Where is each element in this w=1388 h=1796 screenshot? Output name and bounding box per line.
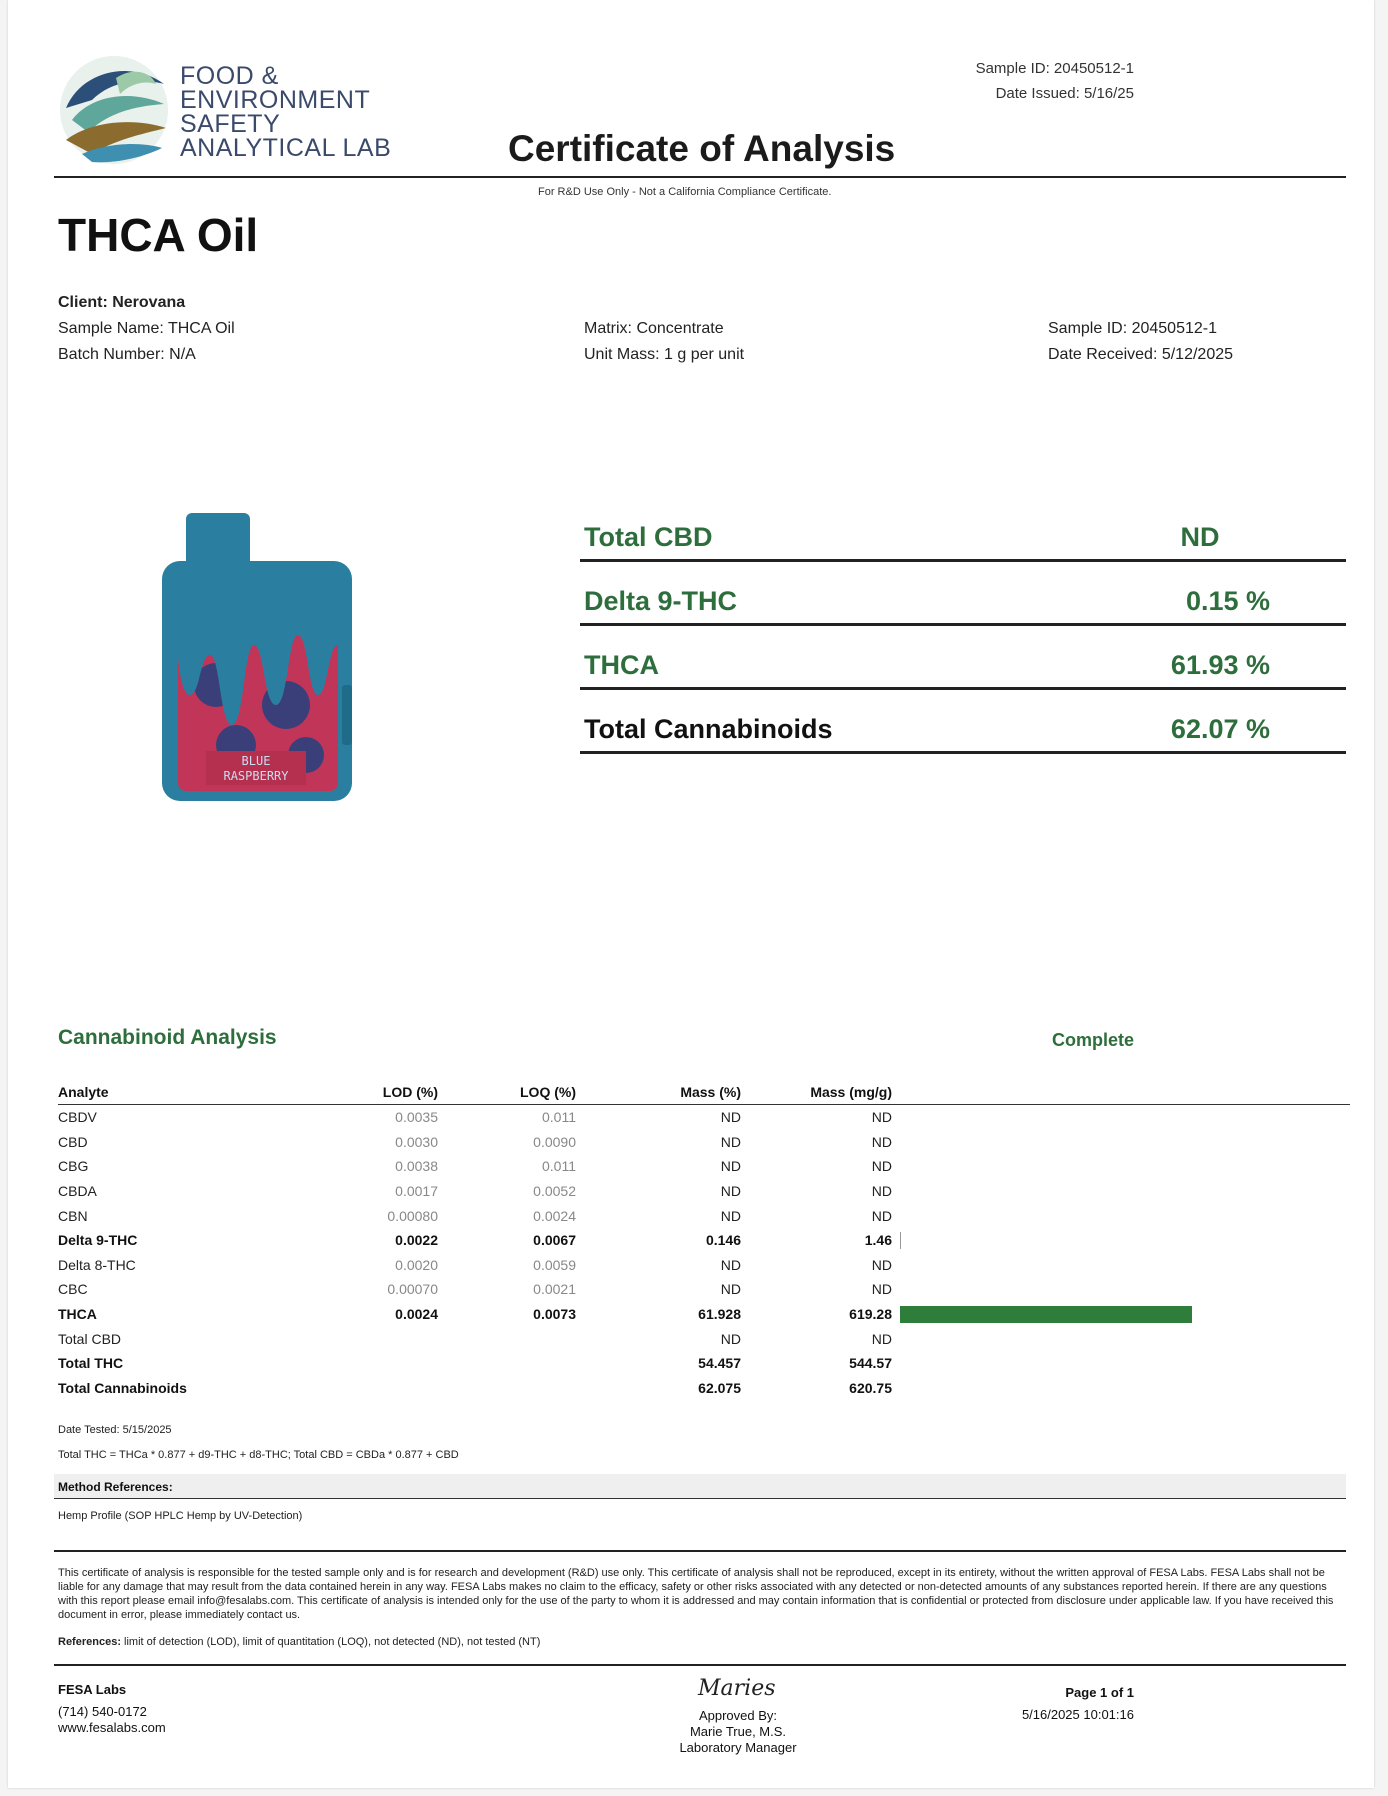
batch-number: Batch Number: N/A — [58, 346, 196, 363]
cell-mass-pct: ND — [720, 1330, 741, 1347]
cell-loq: 0.0073 — [533, 1306, 576, 1323]
table-body — [58, 1105, 1350, 1401]
cell-bar — [892, 1154, 1350, 1179]
cell-bar — [892, 1277, 1350, 1302]
cell-mass-mg: 619.28 — [849, 1306, 892, 1323]
table-row — [58, 1105, 1350, 1130]
cell-mass-pct: ND — [720, 1207, 741, 1224]
cell-bar — [892, 1179, 1350, 1204]
cell-lod: 0.0022 — [395, 1232, 438, 1249]
unit-mass: Unit Mass: 1 g per unit — [584, 346, 745, 363]
cell-mass-mg: 544.57 — [849, 1355, 892, 1372]
table-row — [58, 1154, 1350, 1179]
summary-row-thca — [580, 625, 1346, 690]
matrix-info — [584, 316, 744, 368]
method-text: Hemp Profile (SOP HPLC Hemp by UV-Detection) — [58, 1510, 303, 1522]
header-meta — [976, 56, 1134, 106]
sample-info — [1048, 316, 1233, 368]
cell-mass-mg: ND — [871, 1109, 892, 1126]
cell-lod — [358, 1351, 438, 1376]
table-row — [58, 1203, 1350, 1228]
footer-page-info — [1022, 1682, 1134, 1726]
cell-mass-mg: ND — [871, 1158, 892, 1175]
cell-mass-mg: ND — [871, 1330, 892, 1347]
cell-bar — [892, 1253, 1350, 1278]
cell-bar — [892, 1376, 1350, 1401]
summary-row-total-cbd — [580, 497, 1346, 562]
sample-id: Sample ID: 20450512-1 — [1048, 320, 1217, 337]
disclaimer: This certificate of analysis is responsible for the tested sample only and is for research and development (R&D) use only. This certificate of analysis shall not be reproduced, except in its entirety, without the written approval of FESA Labs. FESA Labs shall not be liable for any damage that may result from the data contained herein in any way. FESA Labs makes no claim to the efficacy, safety or other risks associated with any detected or non-detected amounts of any substances reported herein. If there are any questions with this report please email info@fesalabs.com. This certificate of analysis is intended only for the use of the party to whom it is addressed and may contain information that is confidential or protected from disclosure under applicable law. If you have received this document in error, please immediately contact us. — [58, 1567, 1334, 1621]
method-divider — [54, 1550, 1346, 1552]
cell-bar — [892, 1130, 1350, 1155]
cell-mass-mg: 620.75 — [849, 1379, 892, 1396]
approver-signature: Maries — [698, 1676, 776, 1701]
cell-loq — [438, 1376, 576, 1401]
approval-block — [668, 1708, 808, 1756]
col-mass-pct: Mass (%) — [576, 1082, 741, 1105]
cell-lod: 0.0020 — [395, 1256, 438, 1273]
cell-mass-pct: 62.075 — [698, 1379, 741, 1396]
summary-row-total-cannabinoids — [580, 689, 1346, 754]
cell-bar — [892, 1105, 1350, 1130]
formula-note: Total THC = THCa * 0.877 + d9-THC + d8-THC; Total CBD = CBDa * 0.877 + CBD — [58, 1449, 459, 1461]
header-date-issued: Date Issued: 5/16/25 — [995, 85, 1134, 102]
cell-lod: 0.00080 — [387, 1207, 438, 1224]
cell-lod: 0.0030 — [395, 1133, 438, 1150]
client-name: Client: Nerovana — [58, 294, 186, 311]
header-sample-id: Sample ID: 20450512-1 — [975, 60, 1134, 77]
mass-bar — [900, 1232, 901, 1249]
analysis-status: Complete — [1051, 1030, 1134, 1050]
logo-line: SAFETY — [180, 110, 281, 138]
summary-label: Total Cannabinoids — [584, 714, 833, 744]
analysis-title: Cannabinoid Analysis — [58, 1026, 277, 1049]
table-row — [58, 1376, 1350, 1401]
approver-title: Laboratory Manager — [679, 1740, 797, 1755]
table-row — [58, 1179, 1350, 1204]
company-website: www.fesalabs.com — [58, 1720, 166, 1735]
cell-mass-pct: ND — [720, 1256, 741, 1273]
lab-logo-icon — [52, 50, 176, 170]
document-title: Certificate of Analysis — [508, 128, 896, 169]
cell-mass-pct: 54.457 — [698, 1355, 741, 1372]
cell-analyte: Delta 8-THC — [58, 1256, 136, 1273]
cell-mass-pct: ND — [720, 1109, 741, 1126]
cell-analyte: Delta 9-THC — [58, 1232, 138, 1249]
cell-analyte: Total THC — [58, 1355, 124, 1372]
cell-analyte: Total Cannabinoids — [58, 1379, 187, 1396]
cell-loq: 0.0067 — [533, 1232, 576, 1249]
summary-value: 61.93 % — [1170, 650, 1270, 680]
cell-loq: 0.011 — [542, 1158, 576, 1175]
svg-text:BLUE: BLUE — [241, 754, 271, 768]
cell-mass-mg: ND — [871, 1256, 892, 1273]
compliance-note: For R&D Use Only - Not a California Compliance Certificate. — [538, 186, 832, 198]
logo-line: ENVIRONMENT — [180, 86, 371, 114]
cell-bar — [892, 1302, 1350, 1327]
cell-loq — [438, 1351, 576, 1376]
product-image — [156, 505, 356, 805]
cell-analyte: Total CBD — [58, 1330, 122, 1347]
company-phone: (714) 540-0172 — [58, 1704, 147, 1719]
client-info — [58, 290, 235, 368]
date-received: Date Received: 5/12/2025 — [1048, 346, 1234, 363]
vape-device-image — [156, 505, 356, 805]
cell-analyte: CBC — [58, 1281, 88, 1298]
cell-lod — [358, 1376, 438, 1401]
col-bar — [892, 1082, 1350, 1105]
table-row — [58, 1253, 1350, 1278]
cell-lod: 0.0038 — [395, 1158, 438, 1175]
lab-name — [180, 64, 391, 160]
approver-name: Marie True, M.S. — [689, 1724, 787, 1739]
cell-loq — [438, 1326, 576, 1351]
cell-mass-pct: 61.928 — [698, 1306, 741, 1323]
cell-analyte: CBN — [58, 1207, 88, 1224]
cell-mass-mg: ND — [871, 1183, 892, 1200]
summary-label: THCA — [584, 650, 659, 680]
company-name: FESA Labs — [58, 1682, 127, 1697]
cell-loq: 0.0059 — [533, 1256, 576, 1273]
cell-mass-mg: ND — [871, 1207, 892, 1224]
footer-company — [58, 1682, 166, 1736]
cell-mass-pct: ND — [720, 1183, 741, 1200]
table-row — [58, 1130, 1350, 1155]
table-row — [58, 1326, 1350, 1351]
summary-row-delta9 — [580, 561, 1346, 626]
cell-mass-mg: ND — [871, 1281, 892, 1298]
cell-lod — [358, 1326, 438, 1351]
cell-loq: 0.0021 — [533, 1281, 576, 1298]
cell-analyte: CBD — [58, 1133, 88, 1150]
summary-label: Total CBD — [584, 522, 713, 552]
matrix: Matrix: Concentrate — [584, 320, 724, 337]
summary-label: Delta 9-THC — [584, 586, 738, 616]
summary-value: 62.07 % — [1170, 714, 1270, 744]
table-row — [58, 1277, 1350, 1302]
table-row — [58, 1351, 1350, 1376]
cell-mass-pct: ND — [720, 1281, 741, 1298]
date-tested: Date Tested: 5/15/2025 — [58, 1424, 172, 1436]
sample-name: Sample Name: THCA Oil — [58, 320, 235, 337]
method-references-bar — [54, 1474, 1346, 1499]
references-text: limit of detection (LOD), limit of quantitation (LOQ), not detected (ND), not tested (NT) — [124, 1636, 541, 1648]
col-mass-mg: Mass (mg/g) — [741, 1082, 892, 1105]
cell-lod: 0.00070 — [387, 1281, 438, 1298]
cell-analyte: CBDA — [58, 1183, 97, 1200]
footer-divider — [54, 1664, 1346, 1666]
cell-loq: 0.011 — [542, 1109, 576, 1126]
col-lod: LOD (%) — [358, 1082, 438, 1105]
col-analyte: Analyte — [58, 1082, 358, 1105]
cell-mass-pct: ND — [720, 1158, 741, 1175]
cell-lod: 0.0017 — [395, 1183, 438, 1200]
cell-mass-pct: 0.146 — [705, 1232, 741, 1249]
product-title: THCA Oil — [58, 209, 259, 261]
svg-text:RASPBERRY: RASPBERRY — [223, 769, 289, 783]
lab-logo — [52, 50, 176, 170]
page-number: Page 1 of 1 — [1065, 1685, 1134, 1700]
cell-mass-mg: 1.46 — [864, 1232, 892, 1249]
cell-analyte: CBG — [58, 1158, 89, 1175]
cell-bar — [892, 1228, 1350, 1253]
cell-loq: 0.0052 — [533, 1183, 576, 1200]
header-divider — [54, 176, 1346, 178]
summary-value: ND — [1180, 522, 1220, 552]
report-timestamp: 5/16/2025 10:01:16 — [1021, 1707, 1134, 1722]
cell-bar — [892, 1326, 1350, 1351]
cell-lod: 0.0035 — [395, 1109, 438, 1126]
logo-line: FOOD & — [180, 62, 279, 90]
coa-page — [8, 0, 1374, 1788]
col-loq: LOQ (%) — [438, 1082, 576, 1105]
cell-lod: 0.0024 — [395, 1306, 438, 1323]
cell-analyte: CBDV — [58, 1109, 97, 1126]
cell-loq: 0.0024 — [533, 1207, 576, 1224]
table-header-row — [58, 1082, 1350, 1105]
method-label: Method References: — [58, 1480, 173, 1494]
cell-bar — [892, 1203, 1350, 1228]
cell-mass-mg: ND — [871, 1133, 892, 1150]
cell-analyte: THCA — [58, 1306, 97, 1323]
references — [58, 1636, 540, 1648]
approved-by-label: Approved By: — [698, 1708, 778, 1723]
references-label: References: — [58, 1636, 121, 1648]
logo-line: ANALYTICAL LAB — [180, 134, 392, 162]
mass-bar — [900, 1306, 1192, 1323]
cell-loq: 0.0090 — [533, 1133, 576, 1150]
table-row — [58, 1302, 1350, 1327]
table-row — [58, 1228, 1350, 1253]
cannabinoid-table — [58, 1082, 1350, 1400]
summary-value: 0.15 % — [1185, 586, 1270, 616]
cell-bar — [892, 1351, 1350, 1376]
cell-mass-pct: ND — [720, 1133, 741, 1150]
